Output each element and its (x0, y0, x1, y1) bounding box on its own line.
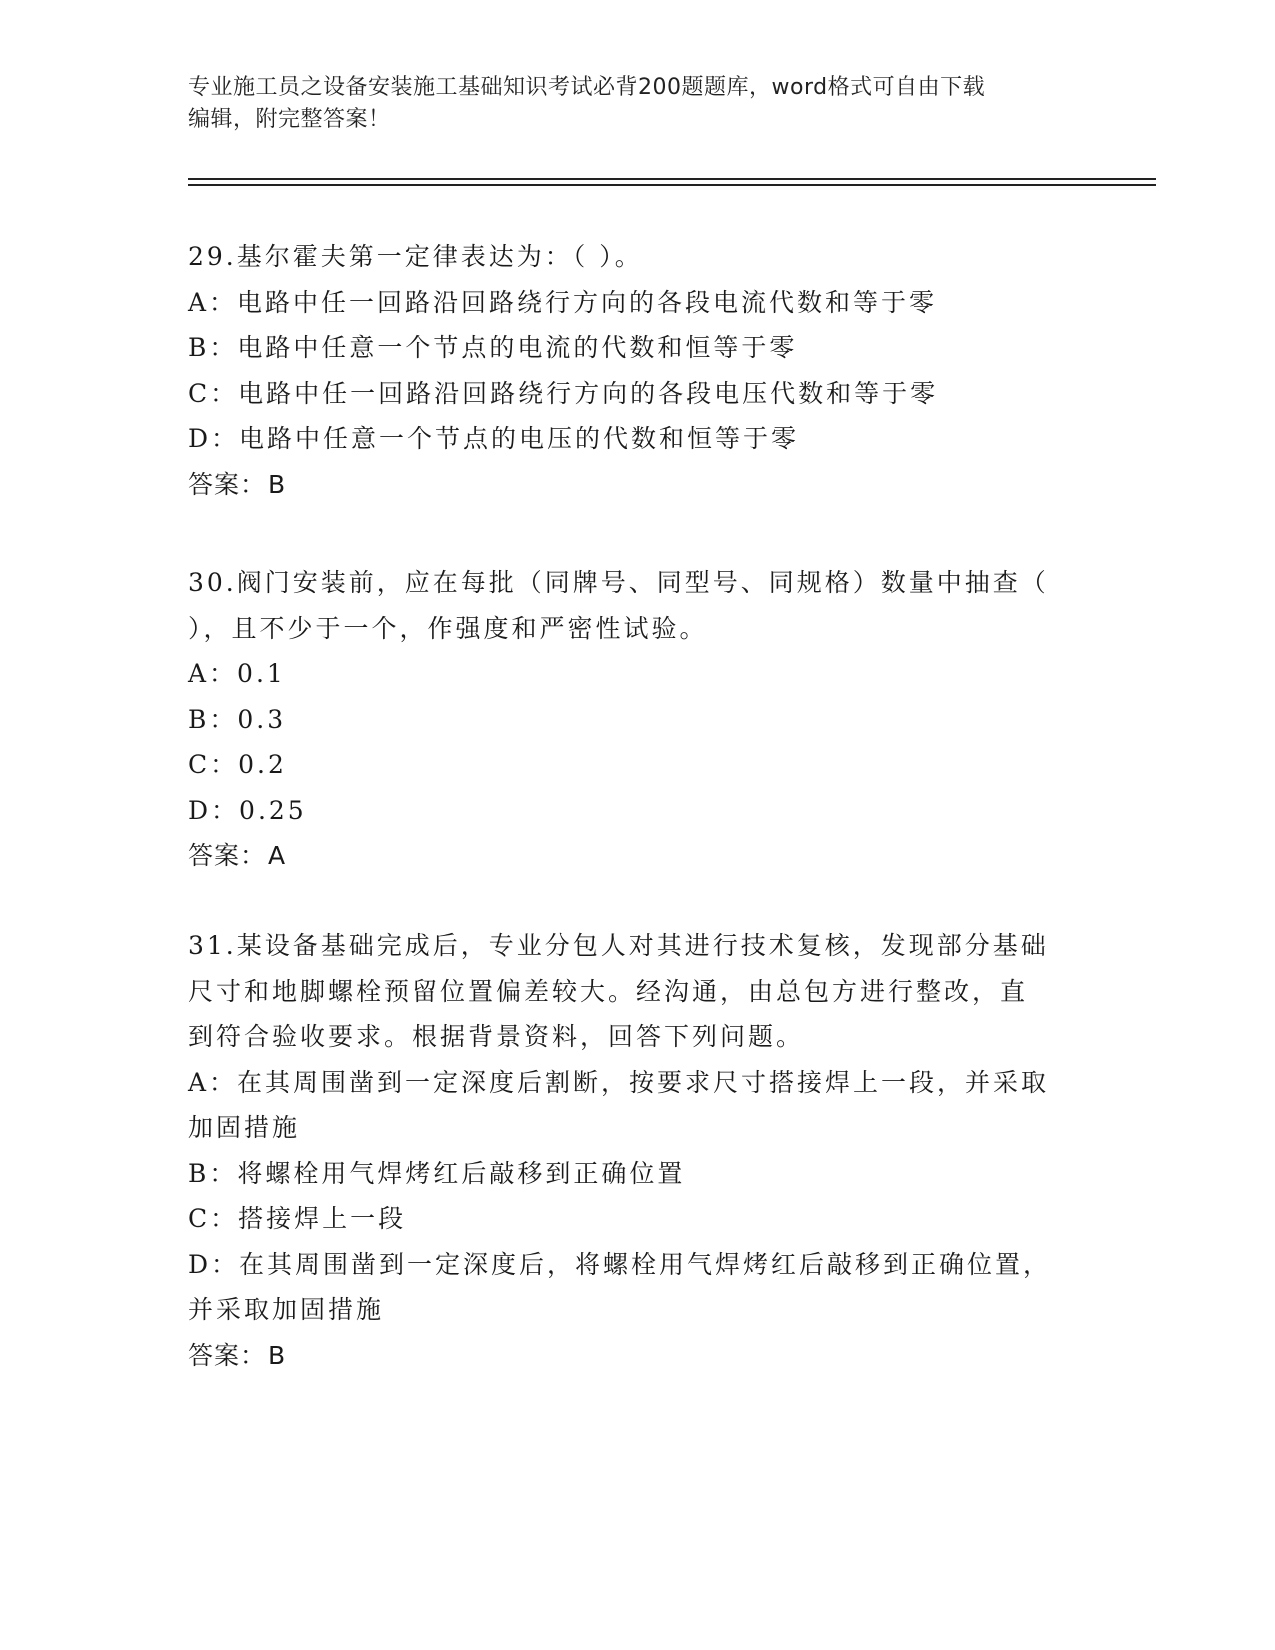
option-d-cont: 并采取加固措施 (188, 1295, 385, 1324)
option-a: A：0.1 (188, 659, 286, 688)
answer (188, 833, 1078, 879)
question-stem: 30.阀门安装前，应在每批（同牌号、同型号、同规格）数量中抽查（ (188, 568, 1049, 597)
answer (188, 462, 1078, 508)
option-b: B：电路中任意一个节点的电流的代数和恒等于零 (188, 333, 798, 362)
option-d: D：在其周围凿到一定深度后，将螺栓用气焊烤红后敲移到正确位置， (188, 1249, 1052, 1279)
answer (188, 1333, 1078, 1379)
question-31 (188, 923, 1078, 1378)
question-stem: 29.基尔霍夫第一定律表达为：（ ）。 (188, 242, 643, 271)
option-c: C：0.2 (188, 750, 287, 779)
header-rule-top (188, 178, 1156, 180)
option-c: C：搭接焊上一段 (188, 1204, 407, 1233)
answer-value: A (268, 841, 287, 870)
answer-label: 答案： (188, 1340, 267, 1370)
option-a-cont: 加固措施 (188, 1113, 301, 1142)
answer-label: 答案： (188, 469, 267, 499)
header-line-1: 专业施工员之设备安装施工基础知识考试必背200题题库，word格式可自由下载 (188, 75, 986, 100)
answer-value: B (268, 1340, 287, 1370)
question-stem: 31.某设备基础完成后，专业分包人对其进行技术复核，发现部分基础 (188, 931, 1049, 960)
option-a: A：电路中任一回路沿回路绕行方向的各段电流代数和等于零 (188, 287, 938, 317)
answer-value: B (268, 469, 287, 499)
question-stem-cont: ），且不少于一个，作强度和严密性试验。 (188, 613, 708, 643)
question-29 (188, 234, 1078, 507)
option-b: B：将螺栓用气焊烤红后敲移到正确位置 (188, 1158, 686, 1188)
question-30 (188, 560, 1078, 879)
option-a: A：在其周围凿到一定深度后割断，按要求尺寸搭接焊上一段，并采取 (188, 1067, 1050, 1097)
header-rule-bottom (188, 184, 1156, 186)
option-d: D：电路中任意一个节点的电压的代数和恒等于零 (188, 424, 800, 453)
document-header (188, 72, 1088, 136)
option-b: B：0.3 (188, 704, 287, 734)
header-line-2: 编辑，附完整答案！ (188, 107, 391, 132)
option-d: D：0.25 (188, 795, 307, 825)
answer-label: 答案： (188, 841, 267, 870)
question-stem-cont: 到符合验收要求。根据背景资料，回答下列问题。 (188, 1022, 805, 1051)
option-c: C：电路中任一回路沿回路绕行方向的各段电压代数和等于零 (188, 378, 939, 408)
question-stem-cont: 尺寸和地脚螺栓预留位置偏差较大。经沟通，由总包方进行整改，直 (188, 976, 1029, 1006)
